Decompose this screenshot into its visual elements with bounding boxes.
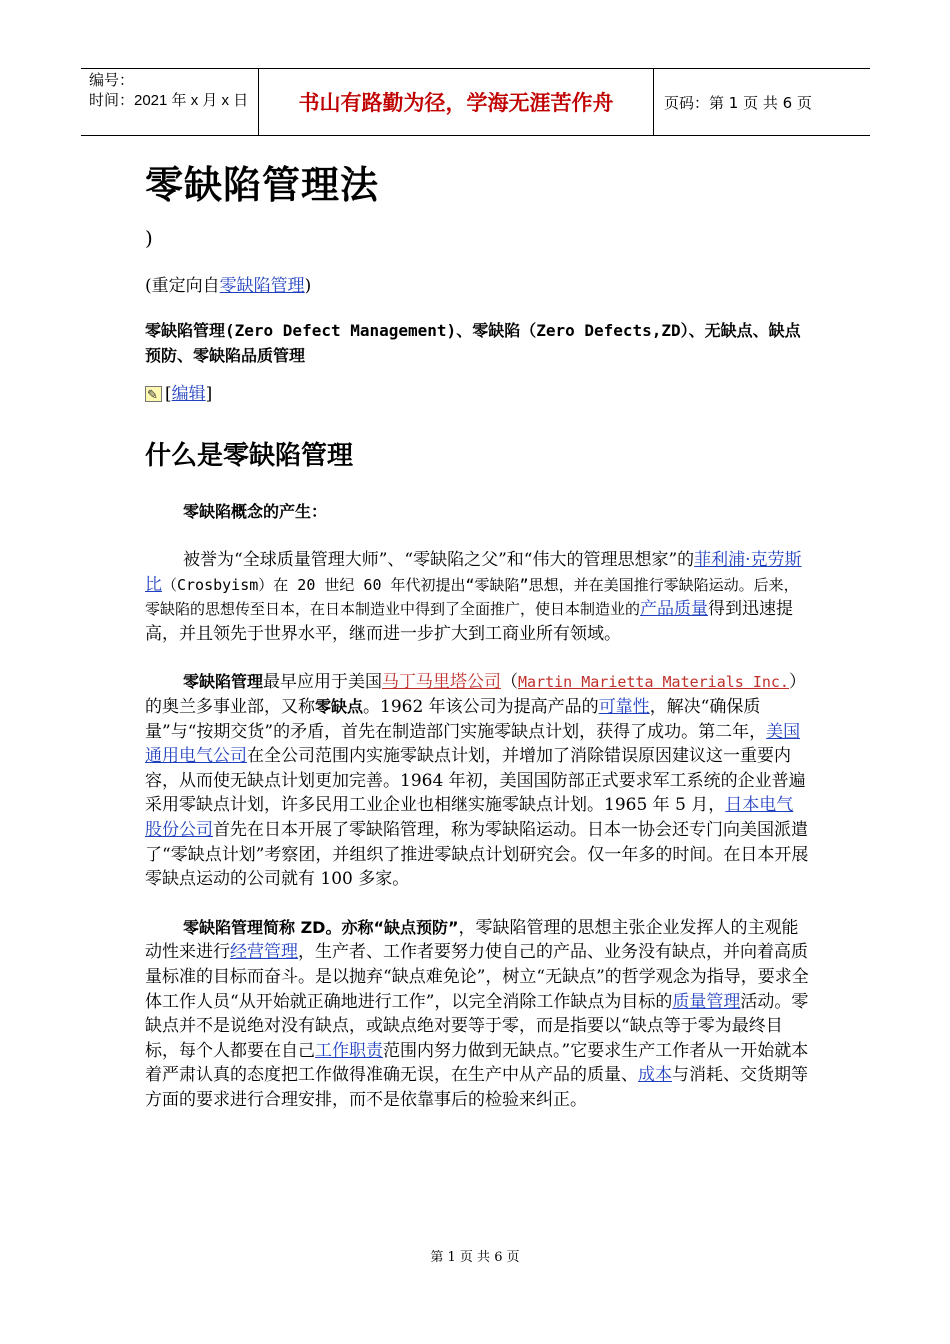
page-footer: 第 1 页 共 6 页 — [430, 1250, 520, 1265]
header-page-info: 页码：第 1 页 共 6 页 — [664, 93, 812, 112]
page-header — [81, 68, 870, 136]
product-quality-link[interactable]: 产品质量 — [640, 599, 709, 620]
paren-line: ) — [145, 226, 153, 250]
concept-heading: 零缺陷概念的产生： — [183, 502, 328, 521]
martin-marietta-link[interactable]: 马丁马里塔公司 — [382, 672, 502, 693]
cost-link[interactable]: 成本 — [638, 1065, 672, 1086]
text: 首先在日本开展了零缺陷管理，称为零缺陷运动。日本一协会还专门向美国派遣了“零缺点计划”考察团，并组织了推进零缺点计划研究会。仅一年多的时间。在日本开展零缺点运动的公司就有 100 多家。 — [145, 819, 809, 890]
bold-term: 零缺陷管理简称 ZD。亦称“缺点预防” — [183, 917, 459, 937]
text: 被誉为“全球质量管理大师”、“零缺陷之父”和“伟大的管理思想家”的 — [183, 550, 695, 570]
page-title: 零缺陷管理法 — [145, 163, 380, 207]
text: （Crosbyism）在 20 世纪 60 年代初提出“零缺陷”思想，并在美国推行零缺陷运动。后来，零缺陷的思想传至日本，在日本制造业中得到了全面推广，使日本制造业的 — [145, 575, 799, 619]
quality-management-link[interactable]: 质量管理 — [672, 991, 741, 1012]
bold-term: 零缺陷管理 — [183, 672, 264, 692]
job-duty-link[interactable]: 工作职责 — [315, 1040, 383, 1061]
text: ，生产者、工作者要努力使自己的产品、业务没有缺点，并向着高质量标准的目标而奋斗。是以抛弃“缺点难免论”，树立“无缺点”的哲学观念为指导，要求全体工作人员“从开始就正确地进行工作”，以完全消除工作缺点为目标的 — [145, 942, 809, 1012]
text: 与消耗、交货期等方面的要求进行合理安排，而不是依靠事后的检验来纠正。 — [145, 1065, 808, 1110]
edit-link[interactable]: 编辑 — [171, 384, 206, 404]
paragraph-1 — [145, 548, 810, 646]
article-body — [145, 150, 810, 1112]
redirect-suffix: ) — [304, 276, 312, 296]
text: （ — [501, 672, 519, 693]
header-meta — [89, 71, 248, 111]
section-title: 什么是零缺陷管理 — [145, 441, 354, 471]
crosby-link[interactable]: 菲利浦·克劳斯比 — [145, 550, 802, 595]
paragraph-3 — [145, 916, 810, 1113]
text: 最早应用于美国 — [263, 672, 383, 693]
bold-term: 零缺点 — [315, 696, 364, 716]
edit-bracket-close: ] — [205, 384, 213, 404]
text: 范围内努力做到无缺点。”它要求生产工作者从一开始就本着严肃认真的态度把工作做得准确无误，在生产中从产品的质量、 — [145, 1040, 809, 1086]
number-label: 编号： — [89, 72, 135, 89]
text: 。1962 年该公司为提高产品的 — [363, 696, 599, 717]
text: 活动。零缺点并不是说绝对没有缺点，或缺点绝对要等于零，而是指要以“缺点等于零为最终目标，每个人都要在自己 — [145, 991, 809, 1061]
time-label: 时间：2021 年 x 月 x 日 — [89, 92, 249, 109]
alias-list: 零缺陷管理(Zero Defect Management)、零缺陷（Zero Defects,ZD）、无缺点、缺点预防、零缺陷品质管理 — [145, 321, 801, 365]
nec-link[interactable]: 日本电气股份公司 — [145, 795, 794, 840]
text: ，解决“确保质量”与“按期交货”的矛盾，首先在制造部门实施零缺点计划，获得了成功。第二年， — [145, 696, 767, 742]
edit-row — [145, 382, 810, 406]
paragraph-2 — [145, 670, 810, 891]
text: ，零缺陷管理的思想主张企业发挥人的主观能动性来进行 — [145, 917, 799, 963]
text: 在全公司范围内实施零缺点计划，并增加了消除错误原因建议这一重要内容，从而使无缺点计划更加完善。1964 年初，美国国防部正式要求军工系统的企业普遍采用零缺点计划，许多民用工业企业也相继实施零缺点计划。1965 年 5 月， — [145, 746, 806, 816]
ge-link[interactable]: 美国通用电气公司 — [145, 721, 801, 767]
redirect-note — [145, 274, 810, 298]
martin-marietta-en-link[interactable]: Martin Marietta Materials Inc. — [518, 673, 789, 692]
business-management-link[interactable]: 经营管理 — [230, 942, 298, 963]
edit-bracket-open: [ — [165, 384, 172, 404]
header-divider — [653, 69, 654, 135]
redirect-link[interactable]: 零缺陷管理 — [219, 276, 305, 296]
text: ）的奥兰多事业部，又称 — [145, 672, 806, 717]
text: 得到迅速提高，并且领先于世界水平，继而进一步扩大到工商业所有领域。 — [145, 599, 794, 644]
reliability-link[interactable]: 可靠性 — [598, 696, 650, 717]
redirect-prefix: (重定向自 — [145, 276, 220, 296]
header-motto: 书山有路勤为径，学海无涯苦作舟 — [298, 91, 614, 115]
edit-icon[interactable] — [145, 386, 162, 402]
